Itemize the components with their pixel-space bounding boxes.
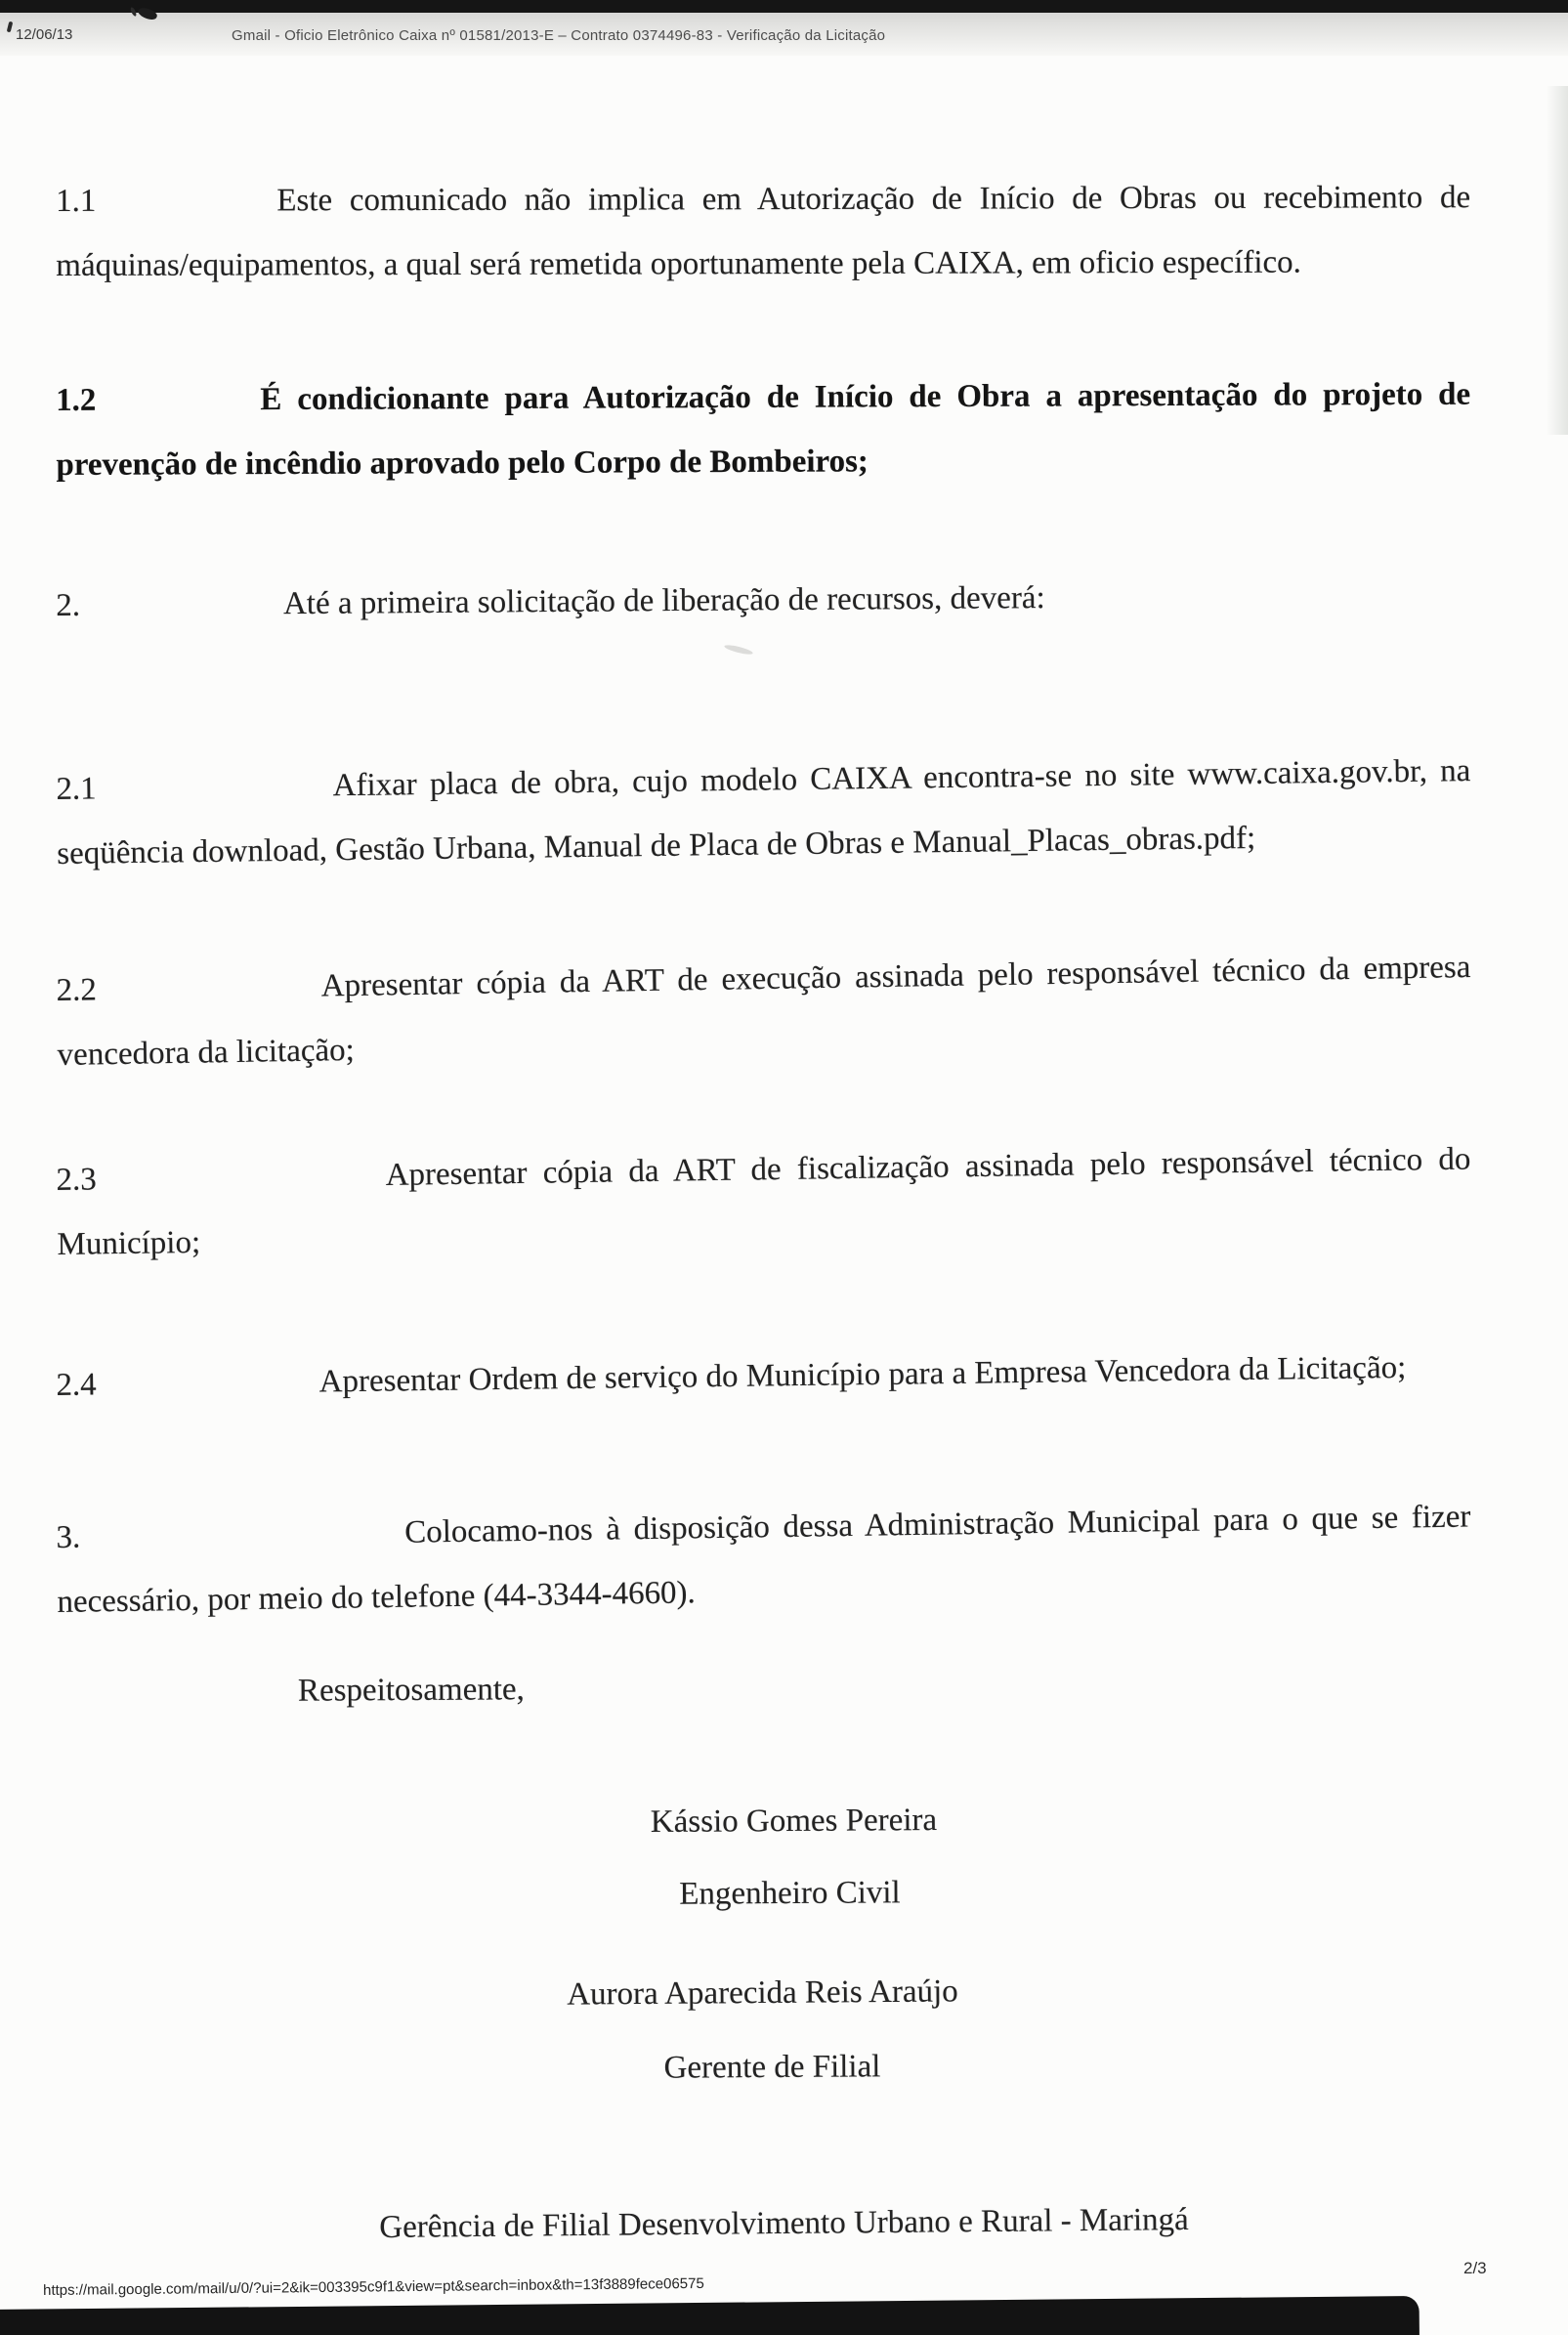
tab-gap — [80, 612, 283, 616]
paragraph-text: Até a primeira solicitação de liberação de recursos, deverá: — [282, 580, 1045, 622]
paragraph-2-2 — [56, 935, 1472, 1087]
scan-edge-bottom — [0, 2296, 1420, 2335]
paragraph-number: 1.1 — [56, 183, 97, 219]
org-line: Gerência de Filial Desenvolvimento Urbano e Rural - Maringá — [379, 2202, 1189, 2245]
paragraph-1-1 — [56, 165, 1470, 298]
signature-name-1: Kássio Gomes Pereira — [650, 1802, 938, 1841]
print-date: 12/06/13 — [16, 26, 73, 43]
paragraph-2-1 — [56, 739, 1472, 886]
signature-role-2: Gerente de Filial — [663, 2049, 881, 2086]
paragraph-number: 3. — [56, 1519, 81, 1555]
paragraph-number: 1.2 — [56, 382, 97, 418]
paragraph-number: 2.2 — [56, 972, 98, 1008]
tab-gap — [80, 1541, 404, 1548]
paragraph-text: Apresentar cópia da ART de fiscalização assinada pelo responsável técnico do Município; — [57, 1141, 1471, 1262]
faint-scan-mark — [724, 643, 754, 656]
paragraph-2-4 — [56, 1335, 1471, 1418]
paragraph-number: 2. — [56, 587, 81, 623]
tab-gap — [97, 1183, 386, 1189]
paragraph-text: Apresentar Ordem de serviço do Município para a Empresa Vencedora da Licitação; — [318, 1349, 1407, 1400]
paragraph-number: 2.3 — [56, 1162, 98, 1198]
scan-edge-top — [0, 0, 1568, 13]
closing-salutation: Respeitosamente, — [297, 1672, 525, 1709]
signature-name-2: Aurora Aparecida Reis Araújo — [567, 1974, 958, 2013]
page-number: 2/3 — [1463, 2259, 1487, 2277]
tab-gap — [96, 208, 276, 210]
paragraph-2 — [56, 563, 1470, 638]
paragraph-text: Este comunicado não implica em Autorização de Início de Obras ou recebimento de máquinas/equipamentos, a qual será remetida oportunamente pela CAIXA, em oficio específico. — [56, 180, 1471, 283]
paragraph-3 — [56, 1485, 1472, 1634]
print-footer-url: https://mail.google.com/mail/u/0/?ui=2&ik=003395c9f1&view=pt&search=inbox&th=13f3889fece06575 — [43, 2274, 704, 2299]
paragraph-2-3 — [56, 1127, 1472, 1277]
signature-role-1: Engenheiro Civil — [679, 1875, 901, 1912]
paragraph-number: 2.1 — [56, 771, 97, 807]
paragraph-1-2 — [56, 362, 1471, 497]
paragraph-text: Colocamo-nos à disposição dessa Administração Municipal para o que se fizer necessário, por meio do telefone (44-3344-4660). — [57, 1499, 1471, 1620]
paragraph-text: Apresentar cópia da ART de execução assinada pelo responsável técnico da empresa vencedora da licitação; — [57, 949, 1471, 1073]
paragraph-text: É condicionante para Autorização de Início de Obra a apresentação do projeto de prevenção de incêndio aprovado pelo Corpo de Bombeiros; — [56, 376, 1471, 483]
tab-gap — [97, 994, 321, 999]
tab-gap — [97, 1389, 319, 1394]
paragraph-text: Afixar placa de obra, cujo modelo CAIXA encontra-se no site www.caixa.gov.br, na seqüência download, Gestão Urbana, Manual de Placa de Obras e Manual_Placas_obras.pdf; — [57, 753, 1471, 871]
tab-gap — [96, 407, 260, 410]
scan-shadow-right — [1547, 86, 1568, 435]
print-header-title: Gmail - Oficio Eletrônico Caixa nº 01581/2013-E – Contrato 0374496-83 - Verificação da Licitação — [232, 27, 886, 44]
paragraph-number: 2.4 — [56, 1367, 97, 1403]
tab-gap — [97, 793, 333, 798]
